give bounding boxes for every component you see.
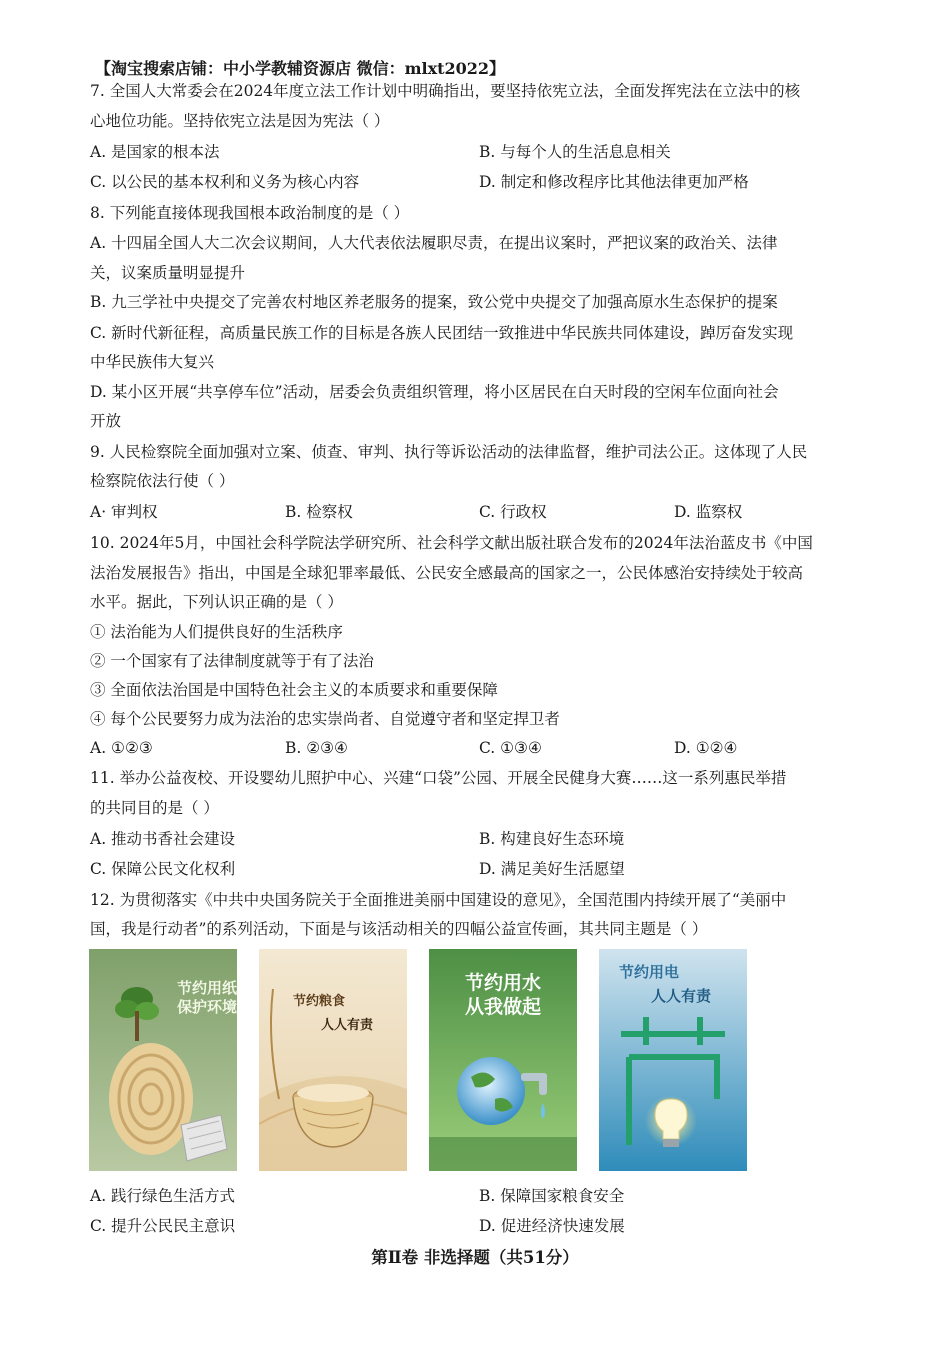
q10-statement-2: ② 一个国家有了法律制度就等于有了法治 xyxy=(90,652,374,670)
q12-option-a: A. 践行绿色生活方式 xyxy=(90,1187,236,1205)
q11-option-d: D. 满足美好生活愿望 xyxy=(479,860,625,878)
poster3-line2: 从我做起 xyxy=(464,996,542,1018)
q7-stem-line1: 7. 全国人大常委会在2024年度立法工作计划中明确指出，要坚持依宪立法，全面发挥宪法在立法中的核 xyxy=(90,82,801,100)
rice-bowl-icon xyxy=(259,949,407,1171)
poster3-line1: 节约用水 xyxy=(464,972,542,994)
q12-option-c: C. 提升公民民主意识 xyxy=(90,1217,236,1235)
q11-option-b: B. 构建良好生态环境 xyxy=(479,830,625,848)
q12-option-d: D. 促进经济快速发展 xyxy=(479,1217,625,1235)
q8-option-c-line2: 中华民族伟大复兴 xyxy=(90,353,215,371)
q11-option-c: C. 保障公民文化权利 xyxy=(90,860,236,878)
poster-save-food xyxy=(259,949,407,1171)
q7-option-b: B. 与每个人的生活息息相关 xyxy=(479,143,671,161)
q10-statement-1: ① 法治能为人们提供良好的生活秩序 xyxy=(90,623,343,641)
header-watermark: 【淘宝搜索店铺：中小学教辅资源店 微信：mlxt2022】 xyxy=(95,59,506,78)
q10-stem-line2: 法治发展报告》指出，中国是全球犯罪率最低、公民安全感最高的国家之一，公民体感治安持续处于较高 xyxy=(90,564,804,582)
q10-option-b: B. ②③④ xyxy=(285,739,348,757)
water-globe-icon xyxy=(429,949,577,1171)
q9-option-c: C. 行政权 xyxy=(479,503,547,521)
poster2-line1: 节约粮食 xyxy=(293,994,346,1009)
q10-stem-line1: 10. 2024年5月，中国社会科学院法学研究所、社会科学文献出版社联合发布的2024年法治蓝皮书《中国 xyxy=(90,534,813,552)
poster4-line2: 人人有责 xyxy=(651,987,712,1005)
q9-stem-line2: 检察院依法行使（ ） xyxy=(90,472,235,490)
q11-stem-line2: 的共同目的是（ ） xyxy=(90,799,219,817)
q8-option-c-line1: C. 新时代新征程，高质量民族工作的目标是各族人民团结一致推进中华民族共同体建设，踔厉奋发实现 xyxy=(90,324,794,342)
poster1-line1: 节约用纸 xyxy=(177,979,237,997)
q8-option-a-line1: A. 十四届全国人大二次会议期间，人大代表依法履职尽责，在提出议案时，严把议案的政治关、法律 xyxy=(90,234,778,252)
q8-option-b: B. 九三学社中央提交了完善农村地区养老服务的提案，致公党中央提交了加强高原水生态保护的提案 xyxy=(90,293,778,311)
q8-option-d-line2: 开放 xyxy=(90,412,122,430)
q8-option-a-line2: 关，议案质量明显提升 xyxy=(90,264,246,282)
q10-option-a: A. ①②③ xyxy=(90,739,153,757)
tree-stump-icon xyxy=(89,949,237,1171)
poster1-line2: 保护环境 xyxy=(177,998,237,1016)
q10-option-c: C. ①③④ xyxy=(479,739,542,757)
poster4-line1: 节约用电 xyxy=(619,963,680,981)
poster-save-electricity xyxy=(599,949,747,1171)
section-title-part-ii: 第Ⅱ卷 非选择题（共51分） xyxy=(371,1248,579,1267)
q12-option-b: B. 保障国家粮食安全 xyxy=(479,1187,625,1205)
q10-statement-3: ③ 全面依法治国是中国特色社会主义的本质要求和重要保障 xyxy=(90,681,498,699)
q7-option-c: C. 以公民的基本权利和义务为核心内容 xyxy=(90,173,360,191)
q10-statement-4: ④ 每个公民要努力成为法治的忠实崇尚者、自觉遵守者和坚定捍卫者 xyxy=(90,710,560,728)
q12-stem-line1: 12. 为贯彻落实《中共中央国务院关于全面推进美丽中国建设的意见》，全国范围内持续开展了“美丽中 xyxy=(90,891,787,909)
poster2-line2: 人人有责 xyxy=(321,1018,374,1033)
q9-option-b: B. 检察权 xyxy=(285,503,353,521)
q12-stem-line2: 国，我是行动者”的系列活动，下面是与该活动相关的四幅公益宣传画，其共同主题是（ ） xyxy=(90,920,708,938)
poster-save-paper xyxy=(89,949,237,1171)
poster-save-water xyxy=(429,949,577,1171)
q7-stem-line2: 心地位功能。坚持依宪立法是因为宪法（ ） xyxy=(90,112,390,130)
q9-option-d: D. 监察权 xyxy=(674,503,743,521)
q9-stem-line1: 9. 人民检察院全面加强对立案、侦查、审判、执行等诉讼活动的法律监督，维护司法公正。这体现了人民 xyxy=(90,443,808,461)
q8-stem: 8. 下列能直接体现我国根本政治制度的是（ ） xyxy=(90,204,410,222)
q8-option-d-line1: D. 某小区开展“共享停车位”活动，居委会负责组织管理，将小区居民在白天时段的空闲车位面向社会 xyxy=(90,383,779,401)
q10-stem-line3: 水平。据此，下列认识正确的是（ ） xyxy=(90,593,343,611)
q9-option-a: A· 审判权 xyxy=(90,503,158,521)
q10-option-d: D. ①②④ xyxy=(674,739,738,757)
q7-option-a: A. 是国家的根本法 xyxy=(90,143,220,161)
q11-option-a: A. 推动书香社会建设 xyxy=(90,830,236,848)
q7-option-d: D. 制定和修改程序比其他法律更加严格 xyxy=(479,173,749,191)
light-bulb-icon xyxy=(599,949,747,1171)
q11-stem-line1: 11. 举办公益夜校、开设婴幼儿照护中心、兴建“口袋”公园、开展全民健身大赛……这一系列惠民举措 xyxy=(90,769,787,787)
